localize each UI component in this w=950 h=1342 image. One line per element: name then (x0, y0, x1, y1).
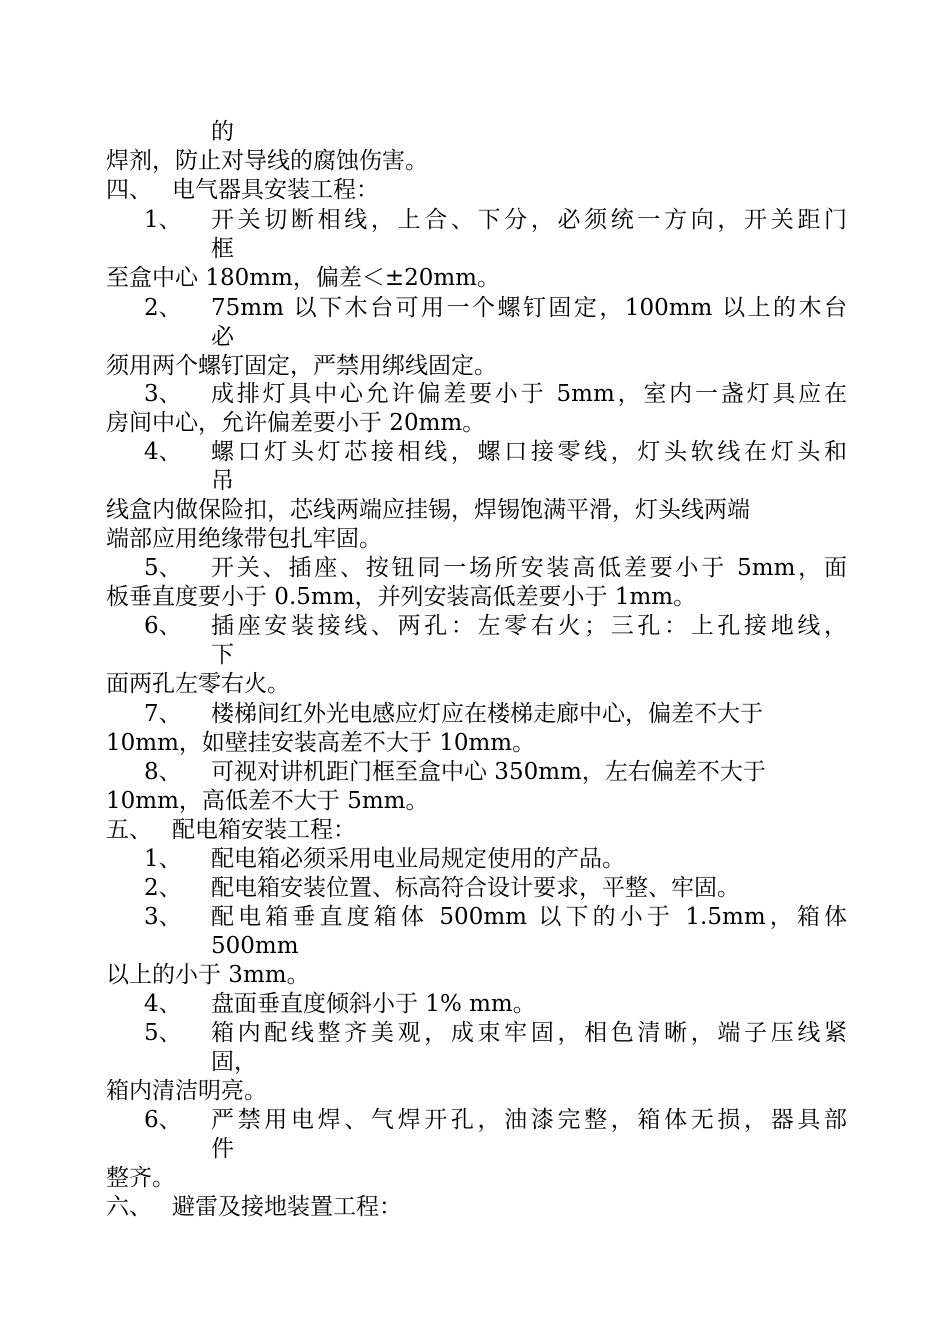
item-number: 5、 (144, 555, 182, 581)
item-number: 1、 (144, 207, 182, 233)
item-text: 箱内清洁明亮。 (106, 1078, 267, 1104)
text-line: 的 (211, 119, 234, 145)
section-number: 五、 (106, 817, 152, 843)
item-text: 螺口灯头灯芯接相线，螺口接零线，灯头软线在灯头和 (211, 439, 847, 465)
item-text: 配电箱垂直度箱体 500mm 以下的小于 1.5mm，箱体 (211, 904, 847, 930)
item-text: 端部应用绝缘带包扎牢固。 (106, 526, 382, 552)
item-text: 楼梯间红外光电感应灯应在楼梯走廊中心，偏差不大于 (211, 701, 763, 727)
item-text: 配电箱必须采用电业局规定使用的产品。 (211, 846, 625, 872)
item-number: 2、 (144, 295, 182, 321)
item-number: 1、 (144, 846, 182, 872)
text-line: 焊剂，防止对导线的腐蚀伤害。 (106, 148, 428, 174)
item-text: 开关、插座、按钮同一场所安装高低差要小于 5mm，面 (211, 555, 847, 581)
item-text: 成排灯具中心允许偏差要小于 5mm，室内一盏灯具应在 (211, 381, 847, 407)
section-number: 六、 (106, 1194, 152, 1220)
item-text: 500mm (211, 933, 299, 959)
item-text: 可视对讲机距门框至盒中心 350mm，左右偏差不大于 (211, 759, 766, 785)
section-title: 电气器具安装工程： (172, 177, 379, 203)
item-text: 10mm，高低差不大于 5mm。 (106, 788, 429, 814)
item-text: 须用两个螺钉固定，严禁用绑线固定。 (106, 353, 497, 379)
item-text: 房间中心，允许偏差要小于 20mm。 (106, 410, 486, 436)
item-text: 板垂直度要小于 0.5mm，并列安装高低差要小于 1mm。 (106, 584, 697, 610)
item-text: 固， (211, 1049, 257, 1075)
item-number: 3、 (144, 381, 182, 407)
item-text: 下 (211, 642, 234, 668)
section-title: 配电箱安装工程： (172, 817, 356, 843)
item-number: 3、 (144, 904, 182, 930)
item-number: 8、 (144, 759, 182, 785)
item-text: 75mm 以下木台可用一个螺钉固定，100mm 以上的木台 (211, 295, 847, 321)
item-text: 至盒中心 180mm，偏差＜±20mm。 (106, 265, 500, 291)
item-text: 件 (211, 1136, 234, 1162)
item-text: 吊 (211, 468, 234, 494)
item-text: 箱内配线整齐美观，成束牢固，相色清晰，端子压线紧 (211, 1020, 847, 1046)
item-text: 整齐。 (106, 1165, 175, 1191)
item-text: 框 (211, 236, 234, 262)
item-number: 6、 (144, 613, 182, 639)
item-text: 严禁用电焊、气焊开孔，油漆完整，箱体无损，器具部 (211, 1107, 847, 1133)
item-number: 7、 (144, 701, 182, 727)
item-text: 配电箱安装位置、标高符合设计要求，平整、牢固。 (211, 875, 740, 901)
item-text: 插座安装接线、两孔：左零右火；三孔：上孔接地线， (211, 613, 847, 639)
item-text: 开关切断相线，上合、下分，必须统一方向，开关距门 (211, 207, 847, 233)
item-text: 面两孔左零右火。 (106, 671, 290, 697)
item-text: 盘面垂直度倾斜小于 1% mm。 (211, 991, 536, 1017)
item-number: 6、 (144, 1107, 182, 1133)
section-number: 四、 (106, 177, 152, 203)
item-number: 4、 (144, 991, 182, 1017)
item-number: 4、 (144, 439, 182, 465)
item-text: 以上的小于 3mm。 (106, 962, 310, 988)
item-number: 2、 (144, 875, 182, 901)
item-text: 10mm，如壁挂安装高差不大于 10mm。 (106, 730, 536, 756)
item-text: 必 (211, 324, 234, 350)
item-text: 线盒内做保险扣，芯线两端应挂锡，焊锡饱满平滑，灯头线两端 (106, 497, 750, 523)
item-number: 5、 (144, 1020, 182, 1046)
section-title: 避雷及接地装置工程： (172, 1194, 402, 1220)
